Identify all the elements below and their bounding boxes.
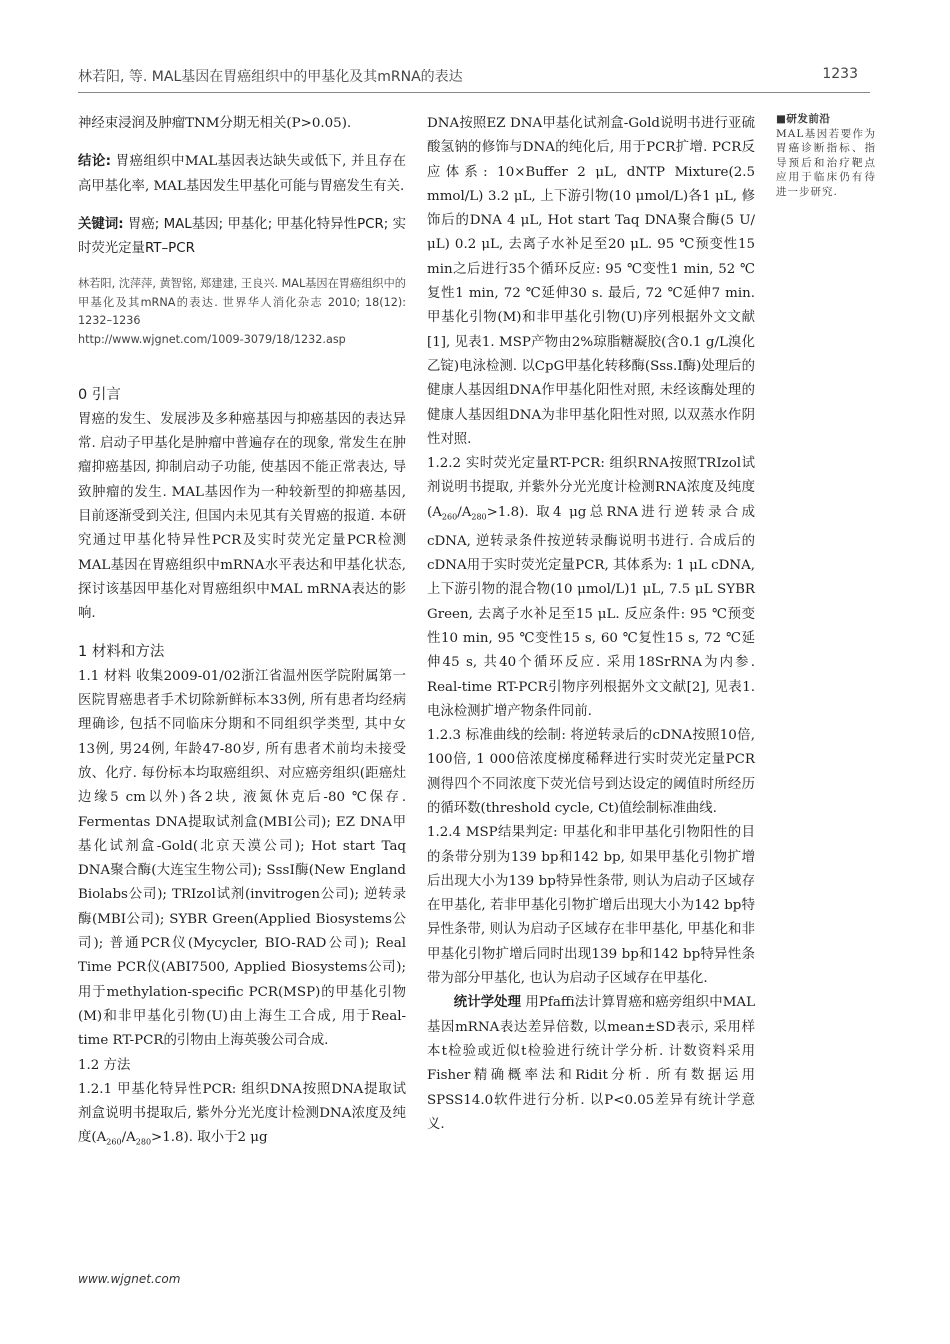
intro-paragraph: 胃癌的发生、发展涉及多种癌基因与抑癌基因的表达异常. 启动子甲基化是肿瘤中普遍存在的现象, 常发生在肿瘤抑癌基因, 抑制启动子功能, 使基因不能正常表达, 导致肿瘤的发生. MAL基因作为一种较新型的抑癌基因, 目前逐渐受到关注, 但国内未见其有关胃癌的报道. 本研究通过甲基化特异性PCR及实时荧光定量PCR检测MAL基因在胃癌组织中mRNA水平表达和甲基化状态, 探讨该基因甲基化对胃癌组织中MAL mRNA表达的影响. <box>78 411 406 622</box>
page-number: 1233 <box>822 66 858 82</box>
keywords <box>78 213 406 262</box>
abstract-tail: 神经束浸润及肿瘤TNM分期无相关(P>0.05). <box>78 116 352 131</box>
header-divider <box>78 92 870 93</box>
conclusion <box>78 150 406 199</box>
article-url[interactable]: http://www.wjgnet.com/1009-3079/18/1232.asp <box>78 332 346 346</box>
methods-title: 1.2 方法 <box>78 1057 131 1073</box>
footer-url[interactable]: www.wjgnet.com <box>78 1272 181 1286</box>
conclusion-label: 结论: <box>78 154 112 170</box>
materials-paragraph: 1.1 材料 收集2009-01/02浙江省温州医学院附属第一医院胃癌患者手术切除新鲜标本33例, 所有患者均经病理确诊, 包括不同临床分期和不同组织学类型, 其中女13例, 男24例, 年龄47-80岁, 所有患者术前均未接受放、化疗. 每份标本均取癌组织、对应癌旁组织(距癌灶边缘5 cm以外)各2块, 液氮休克后-80 ℃保存. Fermentas DNA提取试剂盒(MBI公司); EZ DNA甲基化试剂盒-Gold(北京天漠公司); Hot start Taq DNA聚合酶(大连宝生物公司); SssⅠ酶(New England Biolabs公司); TRIzol试剂(invitrogen公司); 逆转录酶(MBI公司); SYBR Green(Applied Biosystems公司); 普通PCR仪(Mycycler, BIO-RAD公司); Real Time PCR仪(ABI7500, Applied Biosystems公司); 用于methylation-specific PCR(MSP)的甲基化引物(M)和非甲基化引物(U)由上海生工合成, 用于Real-time RT-PCR的引物由上海英骏公司合成. <box>78 668 406 1049</box>
statistics-text: 用Pfaffi法计算胃癌和癌旁组织中MAL基因mRNA表达差异倍数, 以mean±SD表示, 采用样本t检验或近似t检验进行统计学分析. 计数资料采用Fisher精确概率法和Ridit分析. 所有数据运用SPSS14.0软件进行分析. 以P<0.05差异有统计学意义. <box>427 995 755 1132</box>
standard-curve-paragraph: 1.2.3 标准曲线的绘制: 将逆转录后的cDNA按照10倍, 100倍, 1 000倍浓度梯度稀释进行实时荧光定量PCR测得四个不同浓度下荧光信号到达设定的阈值时所经历的循环数(threshold cycle, Ct)值绘制标准曲线. <box>427 728 755 816</box>
statistics-paragraph <box>427 991 755 1137</box>
running-header <box>78 66 858 90</box>
sidebar-title: ■研发前沿 <box>776 113 831 125</box>
header-title: 林若阳, 等. MAL基因在胃癌组织中的甲基化及其mRNA的表达 <box>78 69 463 85</box>
keywords-label: 关键词: <box>78 216 124 232</box>
msp-judgement-paragraph: 1.2.4 MSP结果判定: 甲基化和非甲基化引物阳性的目的条带分别为139 bp和142 bp, 如果甲基化引物扩增后出现大小为139 bp特异性条带, 则认为启动子区域存在甲基化, 若非甲基化引物扩增后出现大小为142 bp特异性条带, 则认为启动子区域存在非甲基化, 甲基化和非甲基化引物扩增后同时出现139 bp和142 bp特异性条带为部分甲基化, 也认为启动子区域存在甲基化. <box>427 825 755 987</box>
column-right <box>427 112 755 1137</box>
sidebar-text: MAL基因若要作为胃癌诊断指标、指导预后和治疗靶点应用于临床仍有待进一步研究. <box>776 127 876 198</box>
column-left <box>78 112 406 1155</box>
rtpcr-paragraph: 1.2.2 实时荧光定量RT-PCR: 组织RNA按照TRIzol试剂说明书提取, 并紫外分光光度计检测RNA浓度及纯度$(A_{260}/A_{280}>1.8)$. 取4 μg总RNA进行逆转录合成cDNA, 逆转录条件按逆转录酶说明书进行. 合成后的cDNA用于实时荧光定量PCR, 其体系为: 1 μL cDNA,上下游引物的混合物(10 μmol/L)1 μL, 7.5 μL SYBR Green, 去离子水补足至15 μL. 反应条件: 95 ℃预变性10 min, 95 ℃变性15 s, 60 ℃复性15 s, 72 ℃延伸45 s, 共40个循环反应. 采用18SrRNA为内参. Real-time RT-PCR引物序列根据外文文献[2], 见表1. 电泳检测扩增产物条件同前. <box>427 456 755 719</box>
conclusion-text: 胃癌组织中MAL基因表达缺失或低下, 并且存在高甲基化率, MAL基因发生甲基化可能与胃癌发生有关. <box>78 154 406 194</box>
keywords-text: 胃癌; MAL基因; 甲基化; 甲基化特异性PCR; 实时荧光定量RT–PCR <box>78 216 407 257</box>
sidebar-research-frontier <box>776 112 876 199</box>
msp-paragraph: 1.2.1 甲基化特异性PCR: 组织DNA按照DNA提取试剂盒说明书提取后, 紫外分光光度计检测DNA浓度及纯度$(A_{260}/A_{280}>1.8)$. 取小于2 μg <box>78 1081 406 1148</box>
section-1-title: 1 材料和方法 <box>78 644 165 661</box>
section-0-title: 0 引言 <box>78 387 121 404</box>
citation: 林若阳, 沈萍萍, 黄智铭, 郑建建, 王良兴. MAL基因在胃癌组织中的甲基化及其mRNA的表达. 世界华人消化杂志 2010; 18(12): 1232–1236 <box>78 277 406 328</box>
msp-continuation: DNA按照EZ DNA甲基化试剂盒-Gold说明书进行亚硫酸氢钠的修饰与DNA的纯化后, 用于PCR扩增. PCR反应体系: 10×Buffer 2 μL, dNTP Mixture(2.5 mmol/L) 3.2 μL, 上下游引物(10 μmol/L)各1 μL, 修饰后的DNA 4 μL, Hot start Taq DNA聚合酶(5 U/μL) 0.2 μL, 去离子水补足至20 μL. 95 ℃预变性15 min之后进行35个循环反应: 95 ℃变性1 min, 52 ℃复性1 min, 72 ℃延伸30 s. 最后, 72 ℃延伸7 min. 甲基化引物(M)和非甲基化引物(U)序列根据外文文献[1], 见表1. MSP产物由2%琼脂糖凝胶(含0.1 g/L溴化乙锭)电泳检测. 以CpG甲基化转移酶(Sss.Ⅰ酶)处理后的健康人基因组DNA作甲基化阳性对照, 未经该酶处理的健康人基因组DNA为非甲基化阳性对照, 以双蒸水作阴性对照. <box>427 116 755 447</box>
statistics-label: 统计学处理 <box>453 995 522 1011</box>
